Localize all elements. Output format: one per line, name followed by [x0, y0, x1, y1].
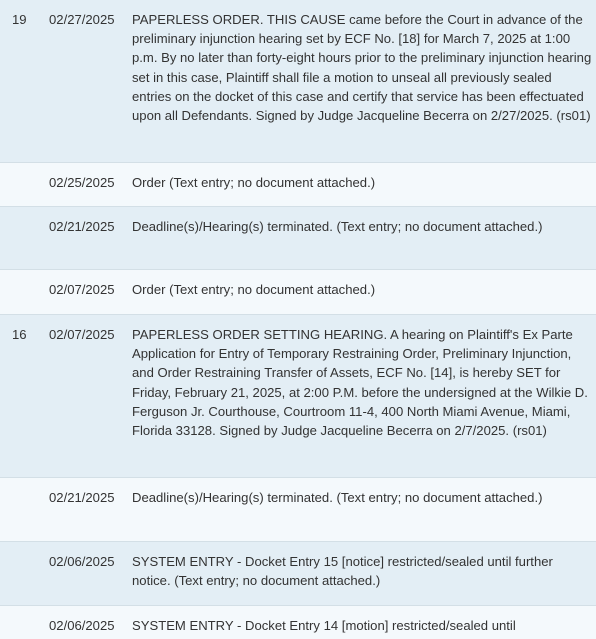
docket-row: [0, 207, 596, 270]
entry-date: 02/07/2025: [49, 282, 115, 297]
docket-row: [0, 163, 596, 207]
entry-date: 02/07/2025: [49, 327, 115, 342]
entry-date: 02/27/2025: [49, 12, 115, 27]
docket-row: [0, 542, 596, 606]
entry-date: 02/21/2025: [49, 219, 115, 234]
entry-text: SYSTEM ENTRY - Docket Entry 14 [motion] restricted/sealed until: [132, 618, 516, 633]
docket-row: [0, 478, 596, 542]
entry-text: Deadline(s)/Hearing(s) terminated. (Text entry; no document attached.): [132, 490, 543, 505]
docket-row: [0, 315, 596, 478]
docket-row: [0, 270, 596, 315]
entry-number: 19: [12, 12, 27, 27]
entry-text: Order (Text entry; no document attached.): [132, 175, 376, 190]
entry-date: 02/21/2025: [49, 490, 115, 505]
entry-date: 02/06/2025: [49, 618, 115, 633]
entry-date: 02/06/2025: [49, 554, 115, 569]
entry-number: 16: [12, 327, 27, 342]
entry-text: Order (Text entry; no document attached.): [132, 282, 376, 297]
entry-text: PAPERLESS ORDER SETTING HEARING. A hearing on Plaintiff's Ex Parte Application for Entry of Temporary Restraining Order, Preliminary Injunction, and Order Restraining Transfer of Assets, ECF No. [14], is hereby SET for Friday, February 21, 2025, at 2:00 P.M. before the undersigned at the Wilkie D. Ferguson Jr. Courthouse, Courtroom 11-4, 400 North Miami Avenue, Miami, Florida 33128. Signed by Judge Jacqueline Becerra on 2/7/2025. (rs01): [132, 327, 588, 439]
entry-date: 02/25/2025: [49, 175, 115, 190]
entry-text: SYSTEM ENTRY - Docket Entry 15 [notice] restricted/sealed until further notice. (Text entry; no document attached.): [132, 554, 553, 589]
entry-text: PAPERLESS ORDER. THIS CAUSE came before the Court in advance of the preliminary injunction hearing set by ECF No. [18] for March 7, 2025 at 1:00 p.m. By no later than forty-eight hours prior to the preliminary injunction hearing set in this case, Plaintiff shall file a motion to unseal all previously sealed entries on the docket of this case and certify that service has been effectuated upon all Defendants. Signed by Judge Jacqueline Becerra on 2/27/2025. (rs01): [132, 12, 592, 124]
entry-text: Deadline(s)/Hearing(s) terminated. (Text entry; no document attached.): [132, 219, 543, 234]
docket-row: [0, 606, 596, 639]
docket-row: [0, 0, 596, 163]
